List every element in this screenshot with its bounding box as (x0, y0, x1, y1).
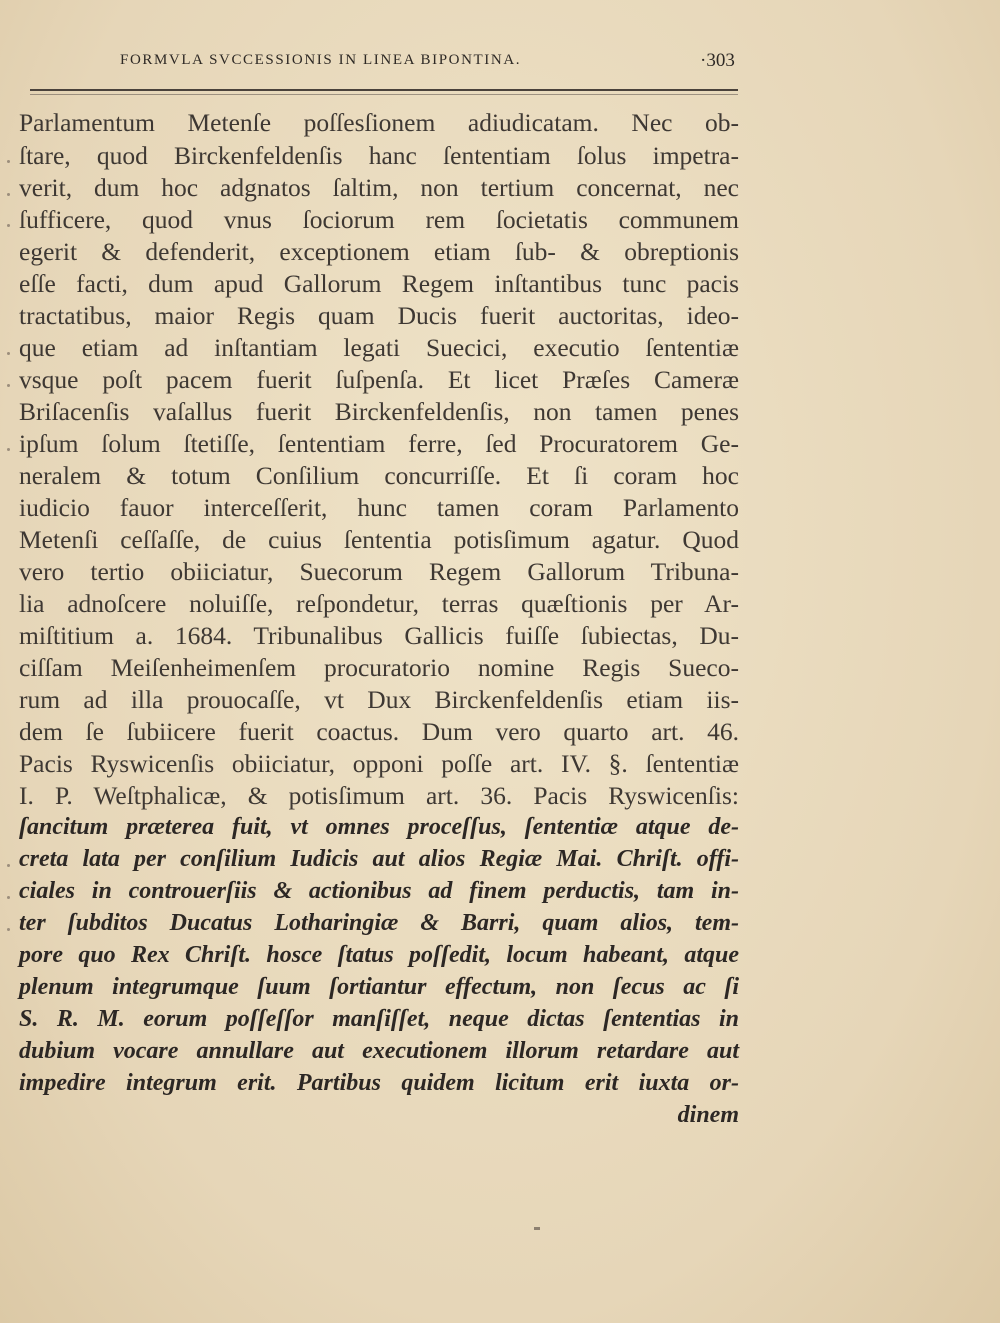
margin-mark (7, 352, 10, 355)
text-line: verit, dum hoc adgnatos ſaltim, non tertium concernat, nec (19, 173, 739, 202)
margin-mark (7, 896, 10, 899)
text-line: tractatibus, maior Regis quam Ducis fuerit auctoritas, ideo- (19, 301, 739, 330)
margin-mark (7, 193, 10, 196)
page-number: ·303 (700, 50, 735, 71)
text-line: Briſacenſis vaſallus fuerit Birckenfeldenſis, non tamen penes (19, 397, 739, 426)
text-line: rum ad illa prouocaſſe, vt Dux Birckenfeldenſis etiam iis- (19, 685, 739, 714)
header-rule (30, 89, 738, 91)
text-line: I. P. Weſtphalicæ, & potisſimum art. 36. Pacis Ryswicenſis: (19, 781, 739, 810)
italic-text-line: ter ſubditos Ducatus Lotharingiæ & Barri, quam alios, tem- (19, 910, 739, 936)
text-line: Parlamentum Metenſe poſſesſionem adiudicatam. Nec ob- (19, 108, 739, 137)
text-line: dem ſe ſubiicere fuerit coactus. Dum vero quarto art. 46. (19, 717, 739, 746)
italic-text-line: dubium vocare annullare aut executionem illorum retardare aut (19, 1038, 739, 1064)
margin-mark (7, 384, 10, 387)
italic-text-line: impedire integrum erit. Partibus quidem licitum erit iuxta or- (19, 1070, 739, 1096)
text-line: ciſſam Meiſenheimenſem procuratorio nomine Regis Sueco- (19, 653, 739, 682)
text-line: vsque poſt pacem fuerit ſuſpenſa. Et licet Præſes Cameræ (19, 365, 739, 394)
text-line: neralem & totum Conſilium concurriſſe. Et ſi coram hoc (19, 461, 739, 490)
text-line: ipſum ſolum ſtetiſſe, ſententiam ferre, ſed Procuratorem Ge- (19, 429, 739, 458)
text-line: ſtare, quod Birckenfeldenſis hanc ſententiam ſolus impetra- (19, 141, 739, 170)
italic-text-line: S. R. M. eorum poſſeſſor manſiſſet, neque dictas ſententias in (19, 1006, 739, 1032)
margin-mark (7, 864, 10, 867)
text-line: vero tertio obiiciatur, Suecorum Regem Gallorum Tribuna- (19, 557, 739, 586)
margin-mark (7, 160, 10, 163)
text-line: iudicio fauor interceſſerit, hunc tamen coram Parlamento (19, 493, 739, 522)
italic-text-line: creta lata per conſilium Iudicis aut alios Regiæ Mai. Chriſt. offi- (19, 846, 739, 872)
text-line: Pacis Ryswicenſis obiiciatur, opponi poſſe art. IV. §. ſententiæ (19, 749, 739, 778)
italic-text-line: ſancitum præterea fuit, vt omnes proceſſus, ſententiæ atque de- (19, 814, 739, 840)
ink-blot (534, 1227, 540, 1230)
text-line: Metenſi ceſſaſſe, de cuius ſententia potisſimum agatur. Quod (19, 525, 739, 554)
text-line: que etiam ad inſtantiam legati Suecici, executio ſententiæ (19, 333, 739, 362)
running-title: FORMVLA SVCCESSIONIS IN LINEA BIPONTINA. (120, 52, 522, 68)
italic-text-line: pore quo Rex Chriſt. hosce ſtatus poſſedit, locum habeant, atque (19, 942, 739, 968)
italic-text-line: plenum integrumque ſuum ſortiantur effectum, non ſecus ac ſi (19, 974, 739, 1000)
text-line: eſſe facti, dum apud Gallorum Regem inſtantibus tunc pacis (19, 269, 739, 298)
header-rule-thin (30, 94, 738, 95)
text-line: miſtitium a. 1684. Tribunalibus Gallicis fuiſſe ſubiectas, Du- (19, 621, 739, 650)
margin-mark (7, 448, 10, 451)
italic-text-line: ciales in controuerſiis & actionibus ad finem perductis, tam in- (19, 878, 739, 904)
text-line: egerit & defenderit, exceptionem etiam ſub- & obreptionis (19, 237, 739, 266)
text-line: lia adnoſcere noluiſſe, reſpondetur, terras quæſtionis per Ar- (19, 589, 739, 618)
margin-mark (7, 224, 10, 227)
text-line: ſufficere, quod vnus ſociorum rem ſocietatis communem (19, 205, 739, 234)
margin-mark (7, 928, 10, 931)
catchword: dinem (677, 1102, 739, 1128)
